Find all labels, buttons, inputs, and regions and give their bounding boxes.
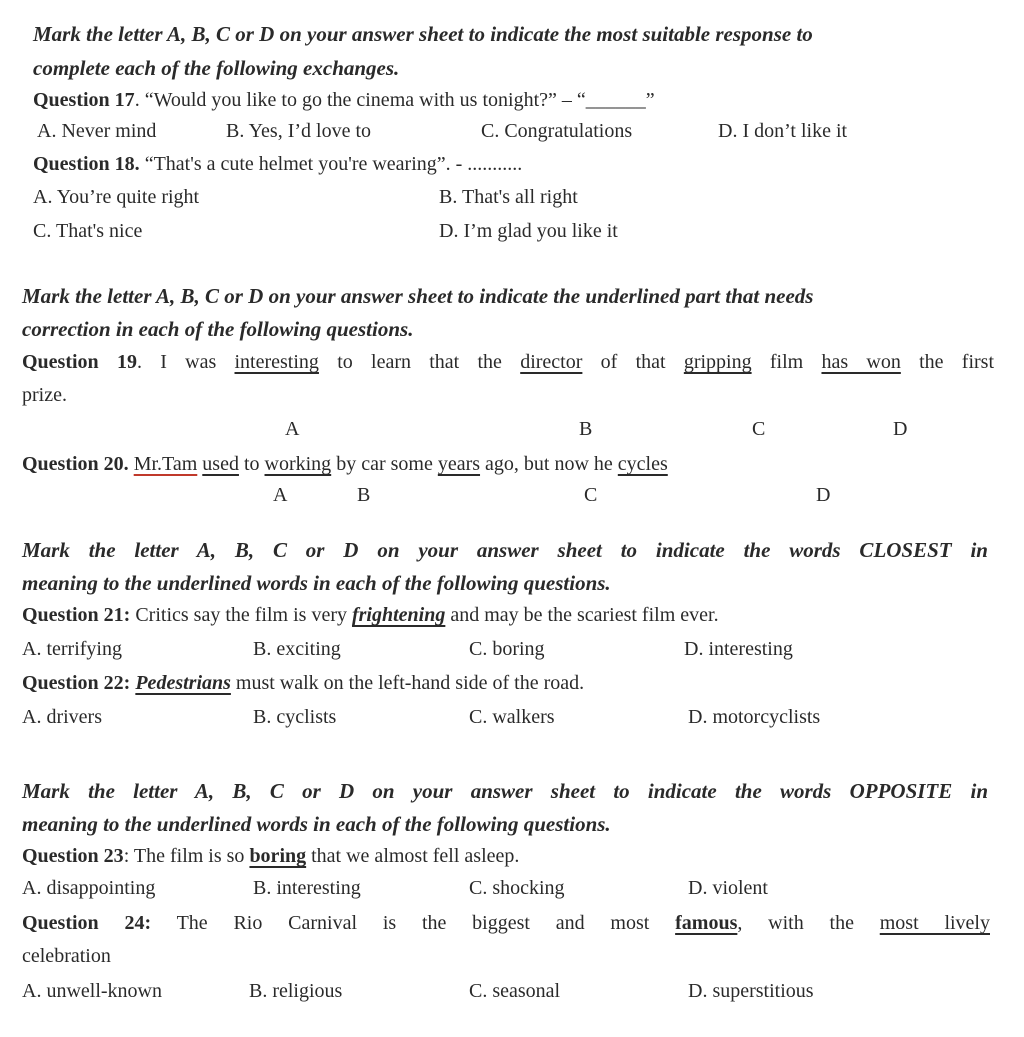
q21-underlined-word: frightening <box>351 604 446 626</box>
q19-letter-a[interactable]: A <box>285 418 300 440</box>
q20-text-4: ago, but now he <box>480 453 618 475</box>
q20-letter-a[interactable]: A <box>273 484 288 506</box>
instruction-1-line-1: Mark the letter A, B, C or D on your answer sheet to indicate the most suitable response to <box>33 22 813 46</box>
q19-text-4: film <box>751 351 822 373</box>
q24-text-2: , with the <box>737 912 880 934</box>
instruction-4-line-2: meaning to the underlined words in each of the following questions. <box>22 812 611 836</box>
q17-option-a[interactable]: A. Never mind <box>37 120 157 142</box>
q23-text-2: that we almost fell asleep. <box>306 845 520 867</box>
q19-underline-b: director <box>520 351 583 373</box>
q24-underlined-word: famous <box>675 912 738 934</box>
q21-option-a[interactable]: A. terrifying <box>22 638 122 660</box>
instruction-2-line-1: Mark the letter A, B, C or D on your answer sheet to indicate the underlined part that needs <box>22 284 814 308</box>
q19-text-2: to learn that the <box>318 351 521 373</box>
question-18 <box>33 153 1024 176</box>
question-17 <box>33 89 1024 112</box>
q20-text-3: by car some <box>331 453 438 475</box>
question-23-label: Question 23 <box>22 845 124 867</box>
q24-text-1: The Rio Carnival is the biggest and most <box>151 912 676 934</box>
question-17-label: Question 17 <box>33 89 135 111</box>
q21-option-c[interactable]: C. boring <box>469 638 545 660</box>
q19-underline-d: has won <box>821 351 901 373</box>
q17-option-d[interactable]: D. I don’t like it <box>718 120 848 142</box>
q20-underline-d: cycles <box>617 453 668 475</box>
instruction-2-line-2: correction in each of the following questions. <box>22 317 414 341</box>
question-19-label: Question 19 <box>22 351 137 373</box>
q22-option-c[interactable]: C. walkers <box>469 706 555 728</box>
q19-text-5: the first <box>900 351 995 373</box>
question-24-line-2: celebration <box>22 945 111 967</box>
question-24 <box>22 912 990 935</box>
q18-option-c[interactable]: C. That's nice <box>33 220 143 242</box>
question-19 <box>22 351 994 374</box>
q18-option-a[interactable]: A. You’re quite right <box>33 186 200 208</box>
q24-underlined-phrase: most lively <box>879 912 990 934</box>
question-19-line-2: prize. <box>22 384 67 406</box>
instruction-1-line-2: complete each of the following exchanges. <box>33 56 400 80</box>
q21-option-d[interactable]: D. interesting <box>684 638 793 660</box>
q23-option-b[interactable]: B. interesting <box>253 877 361 899</box>
instruction-3-line-2: meaning to the underlined words in each of the following questions. <box>22 571 611 595</box>
q21-option-b[interactable]: B. exciting <box>253 638 341 660</box>
q19-underline-a: interesting <box>234 351 319 373</box>
q20-underline-b: working <box>264 453 332 475</box>
q17-option-c[interactable]: C. Congratulations <box>481 120 633 142</box>
q23-underlined-word: boring <box>249 845 307 867</box>
q22-underlined-word: Pedestrians <box>135 672 231 694</box>
q20-name: Mr.Tam <box>133 453 198 475</box>
q24-option-d[interactable]: D. superstitious <box>688 980 814 1002</box>
question-23 <box>22 845 1024 868</box>
question-21-label: Question 21: <box>22 604 131 626</box>
q23-text-1: : The film is so <box>123 845 250 867</box>
q20-underline-a: used <box>202 453 239 475</box>
q18-option-d[interactable]: D. I’m glad you like it <box>439 220 618 242</box>
q20-text-2: to <box>238 453 265 475</box>
instruction-3-line-1: Mark the letter A, B, C or D on your answer sheet to indicate the words CLOSEST in <box>22 538 988 562</box>
q18-option-b[interactable]: B. That's all right <box>439 186 578 208</box>
q17-option-b[interactable]: B. Yes, I’d love to <box>226 120 372 142</box>
q19-letter-b[interactable]: B <box>579 418 593 440</box>
question-17-text: . “Would you like to go the cinema with us tonight?” – “______” <box>134 89 655 111</box>
q23-option-c[interactable]: C. shocking <box>469 877 565 899</box>
q20-letter-d[interactable]: D <box>816 484 831 506</box>
q19-text-3: of that <box>582 351 684 373</box>
q22-option-b[interactable]: B. cyclists <box>253 706 337 728</box>
q23-option-a[interactable]: A. disappointing <box>22 877 156 899</box>
q22-option-a[interactable]: A. drivers <box>22 706 102 728</box>
question-22 <box>22 672 1024 695</box>
question-18-label: Question 18. <box>33 153 140 175</box>
q19-text-1: . I was <box>136 351 235 373</box>
q24-option-a[interactable]: A. unwell-known <box>22 980 162 1002</box>
q22-text-1: must walk on the left-hand side of the road. <box>230 672 585 694</box>
q19-letter-d[interactable]: D <box>893 418 908 440</box>
q23-option-d[interactable]: D. violent <box>688 877 768 899</box>
q24-option-b[interactable]: B. religious <box>249 980 343 1002</box>
instruction-4-line-1: Mark the letter A, B, C or D on your answer sheet to indicate the words OPPOSITE in <box>22 779 988 803</box>
q20-letter-c[interactable]: C <box>584 484 598 506</box>
q24-option-c[interactable]: C. seasonal <box>469 980 561 1002</box>
q21-text-1: Critics say the film is very <box>130 604 352 626</box>
q19-underline-c: gripping <box>683 351 752 373</box>
question-18-text: “That's a cute helmet you're wearing”. - ........... <box>139 153 523 175</box>
question-21 <box>22 604 1024 627</box>
q19-letter-c[interactable]: C <box>752 418 766 440</box>
question-20-label: Question 20. <box>22 453 129 475</box>
question-22-label: Question 22: <box>22 672 131 694</box>
q21-text-2: and may be the scariest film ever. <box>445 604 719 626</box>
q22-option-d[interactable]: D. motorcyclists <box>688 706 821 728</box>
q20-letter-b[interactable]: B <box>357 484 371 506</box>
question-24-label: Question 24: <box>22 912 152 934</box>
question-20 <box>22 453 1024 476</box>
q20-underline-c: years <box>437 453 481 475</box>
